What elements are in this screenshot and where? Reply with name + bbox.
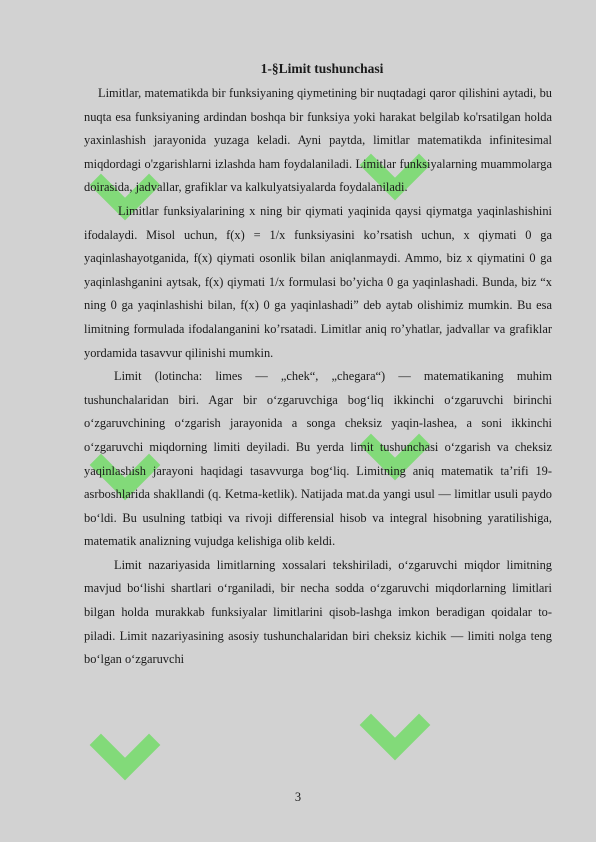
- section-title: 1-§Limit tushunchasi: [260, 61, 384, 76]
- paragraph: Limit (lotincha: limes — „chek“, „chegara“) — matematikaning muhim tushunchalaridan biri. Agar bir o‘zgaruvchiga bog‘liq ikkinchi o‘zgaruvchi birinchi o‘zgaruvchining o‘zgarish jarayonida a songa cheksiz yaqin-lashea, a soni ikkinchi o‘zgaruvchi miqdorning limiti deyiladi. Bu yerda limit tushunchasi o‘zgarish va cheksiz yaqinlashish jarayoni haqidagi tasavvurga bog‘liq. Limitning aniq matematik ta’rifi 19-asrboshlarida shakllandi (q. Ketma-ketlik). Natijada mat.da yangi usul — limitlar usuli paydo bo‘ldi. Bu usulning tatbiqi va rivoji differensial hisob va integral hisobning yaratilishiga, matematik analizning vujudga kelishiga olib keldi.: [84, 369, 552, 549]
- paragraph: Limit nazariyasida limitlarning xossalari tekshiriladi, o‘zgaruvchi miqdor limitning mavjud bo‘lishi shartlari o‘rganiladi, bir necha sodda o‘zgaruvchi miqdorlarning limitlari bilgan holda murakkab funksiyalar limitlarini qisob-lashga imkon beradigan qoidalar to-piladi. Limit nazariyasining asosiy tushunchalaridan biri cheksiz kichik — limiti nolga teng bo‘lgan o‘zgaruvchi: [84, 557, 552, 667]
- watermark-logo-icon: [360, 690, 431, 761]
- paragraph: Limitlar funksiyalarining x ning bir qiymati yaqinida qaysi qiymatga yaqinlashishini ifodalaydi. Misol uchun, f(x) = 1/x funksiyasini ko’rsatish uchun, x qiymati 0 ga yaqinlashayotganida, f(x) qiymati osonlik bilan aniqlanmaydi. Ammo, biz x qiymatini 0 ga yaqinlashganini aytsak, f(x) qiymati 1/x formulasi bo’yicha 0 ga yaqinlashadi. Bunda, biz “x ning 0 ga yaqinlashishi bilan, f(x) 0 ga yaqinlashadi” deb aytab olishimiz mumkin. Bu esa limitning formulada ifodalanganini ko’rsatadi. Limitlar aniq ro’yhatlar, jadvallar va grafiklar yordamida tasavvur qilinishi mumkin.: [84, 203, 552, 360]
- watermark-logo-icon: [90, 710, 161, 781]
- document-page: [84, 58, 552, 672]
- page-number: 3: [294, 790, 302, 804]
- paragraph: Limitlar, matematikda bir funksiyaning qiymetining bir nuqtadagi qaror qilishini aytadi, bu nuqta esa funksiyaning ardindan boshqa bir funksiya yoki harakat belgilab ko'rsatilgan holda yaxinlashish jarayonida yuzaga keladi. Ayni paytda, limitlar matematikda infinitesimal miqdordagi o'zgarishlarni izlashda ham foydalaniladi. Limitlar funksiyalarning muammolarga doirasida, jadvallar, grafiklar va kalkulyatsiyalarda foydalaniladi.: [84, 86, 552, 195]
